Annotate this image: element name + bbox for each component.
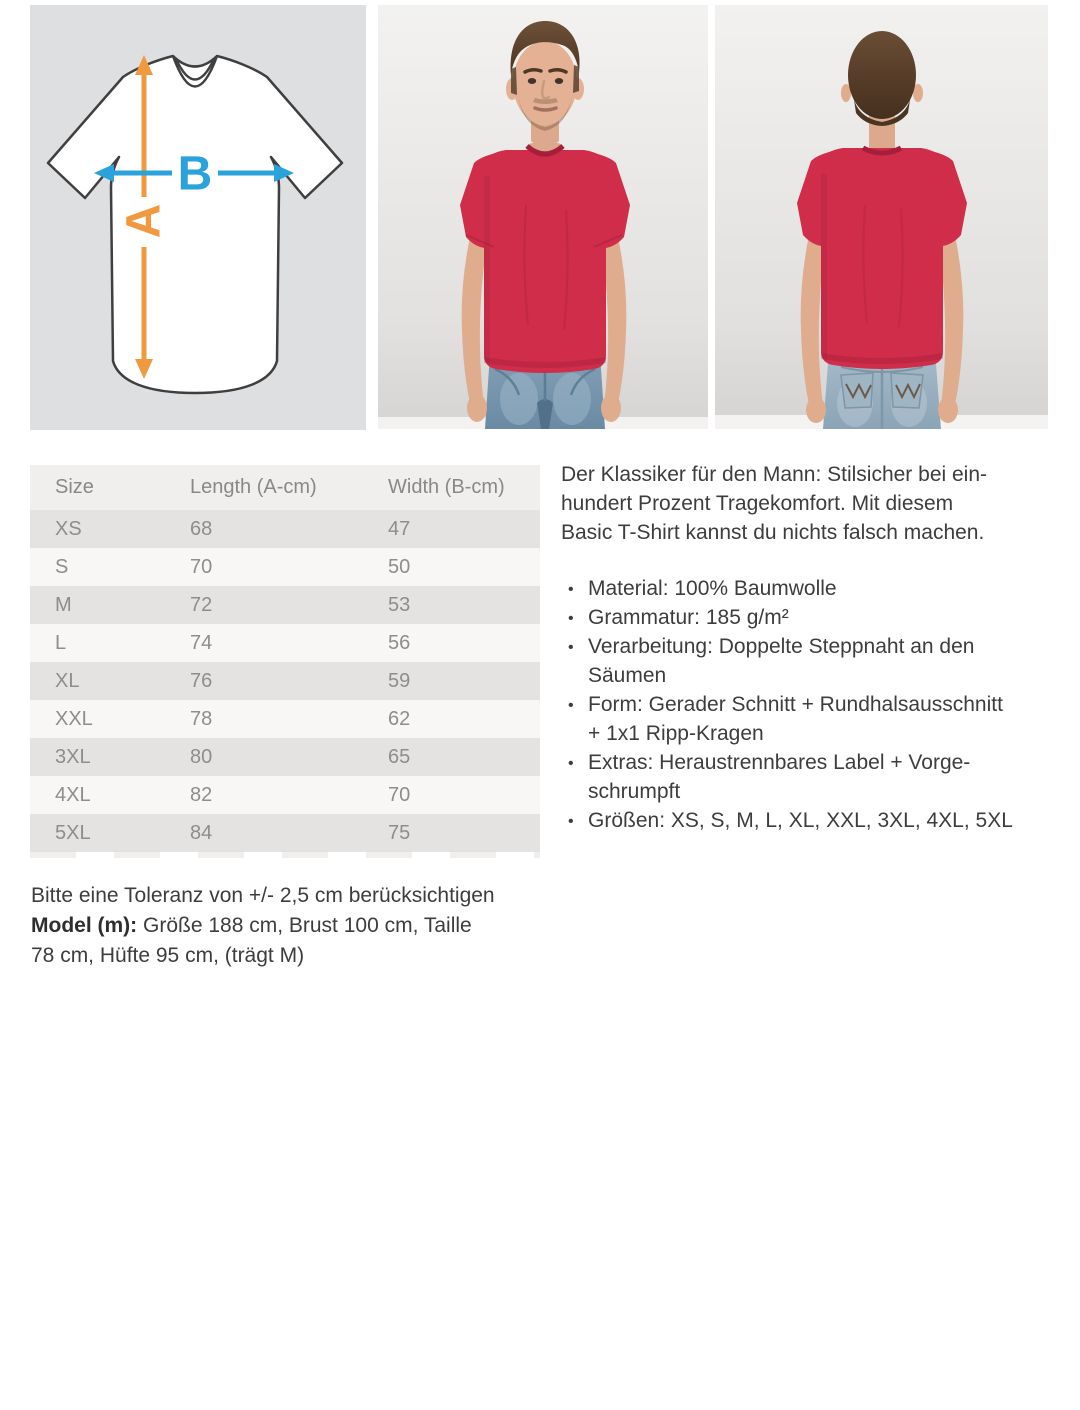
size-diagram <box>30 5 366 430</box>
model-details-line1: Größe 188 cm, Brust 100 cm, Taille <box>137 914 472 937</box>
table-row <box>30 700 540 738</box>
table-cell: 50 <box>388 555 411 578</box>
model-label: Model (m): <box>31 914 138 937</box>
feature-text: Material: 100% Baumwolle <box>588 577 837 600</box>
table-cell: XXL <box>55 707 93 730</box>
face <box>513 41 577 125</box>
table-cell: XL <box>55 669 80 692</box>
table-cell: 82 <box>190 783 213 806</box>
label-b: B <box>177 147 213 201</box>
table-cell: 3XL <box>55 745 91 768</box>
table-cell: 80 <box>190 745 213 768</box>
feature-text: Extras: Heraustrennbares Label + Vorge- schrumpft <box>588 751 971 803</box>
bullet-icon: • <box>568 813 574 830</box>
table-cell: 70 <box>388 783 411 806</box>
model-back-illustration <box>715 5 1048 429</box>
table-cell: 47 <box>388 517 411 540</box>
column-header: Width (B-cm) <box>388 465 540 510</box>
tshirt-back <box>797 148 967 369</box>
table-cell: 56 <box>388 631 411 654</box>
table-cell: 59 <box>388 669 411 692</box>
table-cell: 65 <box>388 745 411 768</box>
eye-left <box>528 78 536 84</box>
feature-text: Größen: XS, S, M, L, XL, XXL, 3XL, 4XL, 5XL <box>588 809 1013 832</box>
feature-item <box>561 632 1061 690</box>
table-cell: 78 <box>190 707 213 730</box>
mouth <box>535 108 556 110</box>
product-images <box>30 5 1048 430</box>
back-pocket-right <box>891 373 923 408</box>
table-row <box>30 510 540 548</box>
hair-back <box>848 31 916 119</box>
column-header: Size <box>30 465 190 510</box>
size-notes <box>31 881 561 971</box>
size-table <box>30 465 540 852</box>
feature-item <box>561 690 1061 748</box>
model-note <box>31 911 561 971</box>
eye-right <box>555 78 563 84</box>
table-cell: S <box>55 555 69 578</box>
feature-text: Verarbeitung: Doppelte Steppnaht an den Säumen <box>588 635 975 687</box>
feature-item <box>561 574 1061 603</box>
model-front-illustration <box>378 5 708 429</box>
table-cell: XS <box>55 517 82 540</box>
table-row <box>30 776 540 814</box>
description-intro: Der Klassiker für den Mann: Stilsicher bei ein- hundert Prozent Tragekomfort. Mit diesem Basic T-Shirt kannst du nichts falsch machen. <box>561 463 988 544</box>
model-photo-back <box>715 5 1048 429</box>
table-cell: 76 <box>190 669 213 692</box>
table-cell: 84 <box>190 821 213 844</box>
table-row <box>30 738 540 776</box>
bullet-icon: • <box>568 610 574 627</box>
table-cell: 5XL <box>55 821 91 844</box>
table-row <box>30 548 540 586</box>
bullet-icon: • <box>568 581 574 598</box>
feature-item <box>561 748 1061 806</box>
table-cell: 74 <box>190 631 213 654</box>
table-row <box>30 814 540 852</box>
feature-text: Form: Gerader Schnitt + Rundhalsausschnitt + 1x1 Ripp-Kragen <box>588 693 1003 745</box>
table-cell: 62 <box>388 707 411 730</box>
table-row <box>30 662 540 700</box>
model-photo-front <box>378 5 708 429</box>
table-cell: 53 <box>388 593 411 616</box>
table-cell: 72 <box>190 593 213 616</box>
tshirt-front <box>460 143 630 373</box>
bullet-icon: • <box>568 639 574 656</box>
table-cell: 68 <box>190 517 213 540</box>
table-cell: L <box>55 631 67 654</box>
table-cell: M <box>55 593 72 616</box>
tolerance-note: Bitte eine Toleranz von +/- 2,5 cm berücksichtigen <box>31 884 495 907</box>
clipped-row-hint <box>30 851 540 858</box>
table-cell: 4XL <box>55 783 91 806</box>
table-row <box>30 586 540 624</box>
feature-item <box>561 806 1061 835</box>
feature-text: Grammatur: 185 g/m² <box>588 606 789 629</box>
table-cell: 70 <box>190 555 213 578</box>
model-details-line2: 78 cm, Hüfte 95 cm, (trägt M) <box>31 944 305 967</box>
table-header-row <box>30 465 540 510</box>
product-description <box>561 460 1061 835</box>
bullet-icon: • <box>568 697 574 714</box>
table-cell: 75 <box>388 821 411 844</box>
feature-item <box>561 603 1061 632</box>
table-row <box>30 624 540 662</box>
column-header: Length (A-cm) <box>190 465 388 510</box>
feature-list <box>561 574 1061 835</box>
label-a: A <box>117 203 171 239</box>
bullet-icon: • <box>568 755 574 772</box>
size-diagram-graphic <box>30 5 366 430</box>
